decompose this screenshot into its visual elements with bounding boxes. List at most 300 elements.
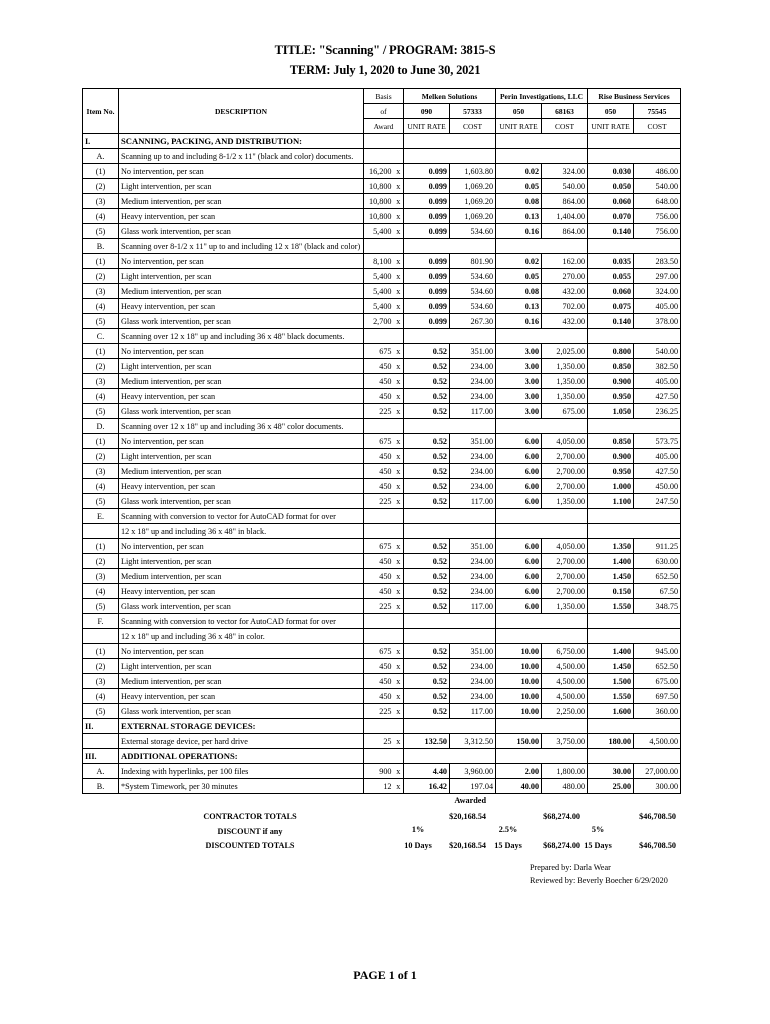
vendor-1-empty-cell	[404, 719, 496, 734]
description-cell: Light intervention, per scan	[119, 449, 364, 464]
page-number: PAGE 1 of 1	[353, 968, 417, 982]
item-no-cell: (4)	[83, 584, 119, 599]
multiply-sign: x	[394, 269, 404, 284]
vendor-3-cost: 630.00	[634, 554, 681, 569]
vendor-1-cost: 351.00	[450, 434, 496, 449]
vendor-2-unit-rate: 10.00	[496, 704, 542, 719]
multiply-sign: x	[394, 569, 404, 584]
item-no-cell: (2)	[83, 359, 119, 374]
item-no-cell: B.	[83, 239, 119, 254]
vendor-2-cost: 2,700.00	[542, 584, 588, 599]
vendor-2-empty-cell	[496, 419, 588, 434]
item-no-cell: C.	[83, 329, 119, 344]
item-no-cell: II.	[83, 719, 119, 734]
vendor-3-empty-cell	[588, 614, 681, 629]
description-cell: Medium intervention, per scan	[119, 674, 364, 689]
vendor-2-unit-rate: 0.02	[496, 254, 542, 269]
description-cell: No intervention, per scan	[119, 254, 364, 269]
description-cell: Light intervention, per scan	[119, 659, 364, 674]
vendor-3-total: $46,708.50	[639, 812, 676, 821]
vendor-2-cost: 432.00	[542, 314, 588, 329]
cost-header-3: COST	[634, 119, 681, 134]
vendor-2-cost: 864.00	[542, 194, 588, 209]
table-row	[83, 254, 681, 269]
vendor-code-1: 090	[404, 104, 450, 119]
vendor-3-cost: 652.50	[634, 569, 681, 584]
table-row	[83, 704, 681, 719]
vendor-1-cost: 234.00	[450, 674, 496, 689]
vendor-2-unit-rate: 6.00	[496, 539, 542, 554]
vendor-3-unit-rate: 0.900	[588, 374, 634, 389]
vendor-3-discounted: $46,708.50	[639, 841, 676, 850]
multiply-sign: x	[394, 494, 404, 509]
vendor-2-unit-rate: 0.08	[496, 284, 542, 299]
item-no-cell: (3)	[83, 374, 119, 389]
multiply-sign: x	[394, 359, 404, 374]
quantity-cell: 900	[364, 764, 394, 779]
vendor-2-empty-cell	[496, 719, 588, 734]
item-no-cell: III.	[83, 749, 119, 764]
vendor-2-cost: 4,050.00	[542, 539, 588, 554]
vendor-3-empty-cell	[588, 509, 681, 524]
vendor-3-cost: 573.75	[634, 434, 681, 449]
vendor-2-cost: 1,350.00	[542, 374, 588, 389]
multiply-sign: x	[394, 389, 404, 404]
vendor-3-unit-rate: 0.060	[588, 284, 634, 299]
vendor-3-cost: 300.00	[634, 779, 681, 794]
vendor-3-cost: 427.50	[634, 464, 681, 479]
vendor-1-empty-cell	[404, 134, 496, 149]
item-no-cell: B.	[83, 779, 119, 794]
description-cell: No intervention, per scan	[119, 539, 364, 554]
vendor-3-cost: 540.00	[634, 344, 681, 359]
vendor-1-unit-rate: 0.52	[404, 704, 450, 719]
multiply-sign: x	[394, 764, 404, 779]
table-row	[83, 464, 681, 479]
table-row	[83, 269, 681, 284]
vendor-2-unit-rate: 0.05	[496, 269, 542, 284]
table-row	[83, 479, 681, 494]
vendor-3-unit-rate: 1.350	[588, 539, 634, 554]
multiply-sign: x	[394, 689, 404, 704]
basis-empty-cell	[364, 419, 404, 434]
table-row	[83, 494, 681, 509]
vendor-1-cost: 197.04	[450, 779, 496, 794]
vendor-1-unit-rate: 0.52	[404, 644, 450, 659]
table-row	[83, 164, 681, 179]
vendor-2-unit-rate: 0.02	[496, 164, 542, 179]
vendor-1-cost: 801.90	[450, 254, 496, 269]
multiply-sign: x	[394, 779, 404, 794]
description-cell: Light intervention, per scan	[119, 179, 364, 194]
vendor-2-unit-rate: 6.00	[496, 494, 542, 509]
vendor-2-unit-rate: 0.08	[496, 194, 542, 209]
vendor-3-empty-cell	[588, 419, 681, 434]
table-row	[83, 644, 681, 659]
vendor-3-cost: 486.00	[634, 164, 681, 179]
vendor-1-unit-rate: 132.50	[404, 734, 450, 749]
vendor-3-empty-cell	[588, 239, 681, 254]
vendor-2-unit-rate: 6.00	[496, 554, 542, 569]
quantity-cell: 5,400	[364, 269, 394, 284]
vendor-3-cost: 405.00	[634, 449, 681, 464]
table-row	[83, 434, 681, 449]
subsection-row	[83, 629, 681, 644]
table-row	[83, 539, 681, 554]
vendor-3-empty-cell	[588, 149, 681, 164]
description-cell: 12 x 18" up and including 36 x 48" in black.	[119, 524, 364, 539]
vendor-2-discounted: $68,274.00	[543, 841, 580, 850]
vendor-3-cost: 247.50	[634, 494, 681, 509]
subsection-row	[83, 149, 681, 164]
basis-empty-cell	[364, 149, 404, 164]
vendor-3-unit-rate: 1.550	[588, 599, 634, 614]
document-title-block	[0, 40, 770, 80]
section-row	[83, 749, 681, 764]
vendor-2-cost: 480.00	[542, 779, 588, 794]
vendor-1-cost: 1,069.20	[450, 194, 496, 209]
vendor-2-unit-rate: 6.00	[496, 479, 542, 494]
vendor-1-unit-rate: 0.52	[404, 554, 450, 569]
item-no-cell: (5)	[83, 314, 119, 329]
vendor-2-unit-rate: 6.00	[496, 434, 542, 449]
vendor-1-cost: 351.00	[450, 644, 496, 659]
vendor-1-unit-rate: 0.52	[404, 404, 450, 419]
item-no-cell: (2)	[83, 659, 119, 674]
item-no-header: Item No.	[83, 89, 119, 134]
vendor-2-total: $68,274.00	[543, 812, 580, 821]
vendor-3-cost: 360.00	[634, 704, 681, 719]
description-cell: Medium intervention, per scan	[119, 569, 364, 584]
vendor-2-cost: 432.00	[542, 284, 588, 299]
vendor-2-cost: 675.00	[542, 404, 588, 419]
vendor-2-cost: 162.00	[542, 254, 588, 269]
quantity-cell: 225	[364, 599, 394, 614]
vendor-2-cost: 2,700.00	[542, 449, 588, 464]
vendor-2-unit-rate: 40.00	[496, 779, 542, 794]
quantity-cell: 675	[364, 434, 394, 449]
item-no-cell: (1)	[83, 434, 119, 449]
description-cell: Scanning over 8-1/2 x 11" up to and including 12 x 18" (black and color)	[119, 239, 364, 254]
vendor-1-unit-rate: 0.52	[404, 689, 450, 704]
vendor-1-unit-rate: 4.40	[404, 764, 450, 779]
vendor-1-cost: 234.00	[450, 569, 496, 584]
vendor-1-discounted: $20,168.54	[449, 841, 486, 850]
vendor-1-empty-cell	[404, 149, 496, 164]
description-cell: *System Timework, per 30 minutes	[119, 779, 364, 794]
description-cell: Heavy intervention, per scan	[119, 584, 364, 599]
vendor-2-cost: 4,500.00	[542, 689, 588, 704]
basis-header-2: of	[364, 104, 404, 119]
vendor-2-unit-rate: 3.00	[496, 359, 542, 374]
table-row	[83, 374, 681, 389]
reviewed-by: Reviewed by: Beverly Boecher 6/29/2020	[530, 876, 668, 885]
vendor-1-cost: 267.30	[450, 314, 496, 329]
vendor-1-empty-cell	[404, 419, 496, 434]
section-row	[83, 719, 681, 734]
vendor-3-terms: 15 Days	[584, 841, 612, 850]
vendor-2-cost: 2,700.00	[542, 554, 588, 569]
vendor-id-3: 75545	[634, 104, 681, 119]
vendor-3-cost: 648.00	[634, 194, 681, 209]
vendor-2-cost: 864.00	[542, 224, 588, 239]
description-header: DESCRIPTION	[119, 89, 364, 134]
item-no-cell: (5)	[83, 704, 119, 719]
vendor-1-cost: 1,069.20	[450, 209, 496, 224]
basis-empty-cell	[364, 239, 404, 254]
vendor-code-2: 050	[496, 104, 542, 119]
subsection-row	[83, 239, 681, 254]
document-term: TERM: July 1, 2020 to June 30, 2021	[289, 63, 481, 77]
table-row	[83, 389, 681, 404]
vendor-3-cost: 756.00	[634, 209, 681, 224]
vendor-2-unit-rate: 10.00	[496, 689, 542, 704]
vendor-name-1: Melken Solutions	[404, 89, 496, 104]
item-no-cell: D.	[83, 419, 119, 434]
vendor-1-cost: 351.00	[450, 344, 496, 359]
description-cell: Medium intervention, per scan	[119, 194, 364, 209]
vendor-2-cost: 2,700.00	[542, 464, 588, 479]
item-no-cell: (1)	[83, 164, 119, 179]
vendor-2-empty-cell	[496, 239, 588, 254]
description-cell: No intervention, per scan	[119, 644, 364, 659]
vendor-3-unit-rate: 0.140	[588, 314, 634, 329]
vendor-3-unit-rate: 1.000	[588, 479, 634, 494]
vendor-3-unit-rate: 1.600	[588, 704, 634, 719]
vendor-2-unit-rate: 6.00	[496, 569, 542, 584]
vendor-2-cost: 2,700.00	[542, 479, 588, 494]
description-cell: Medium intervention, per scan	[119, 284, 364, 299]
quantity-cell: 2,700	[364, 314, 394, 329]
quantity-cell: 5,400	[364, 284, 394, 299]
vendor-1-unit-rate: 0.52	[404, 389, 450, 404]
multiply-sign: x	[394, 704, 404, 719]
vendor-1-cost: 117.00	[450, 704, 496, 719]
basis-empty-cell	[364, 719, 404, 734]
vendor-2-unit-rate: 3.00	[496, 344, 542, 359]
vendor-3-unit-rate: 1.550	[588, 689, 634, 704]
vendor-1-cost: 3,312.50	[450, 734, 496, 749]
vendor-3-unit-rate: 0.075	[588, 299, 634, 314]
vendor-id-1: 57333	[450, 104, 496, 119]
vendor-3-cost: 652.50	[634, 659, 681, 674]
item-no-cell: (2)	[83, 449, 119, 464]
unit-rate-header-3: UNIT RATE	[588, 119, 634, 134]
vendor-2-cost: 2,250.00	[542, 704, 588, 719]
description-cell: Heavy intervention, per scan	[119, 479, 364, 494]
quantity-cell: 675	[364, 344, 394, 359]
vendor-1-cost: 234.00	[450, 689, 496, 704]
vendor-1-unit-rate: 0.52	[404, 674, 450, 689]
vendor-2-cost: 1,404.00	[542, 209, 588, 224]
table-row	[83, 194, 681, 209]
vendor-3-cost: 540.00	[634, 179, 681, 194]
vendor-1-cost: 3,960.00	[450, 764, 496, 779]
vendor-1-unit-rate: 0.52	[404, 569, 450, 584]
multiply-sign: x	[394, 734, 404, 749]
vendor-1-unit-rate: 0.099	[404, 269, 450, 284]
vendor-2-unit-rate: 3.00	[496, 404, 542, 419]
item-no-cell: (4)	[83, 689, 119, 704]
vendor-3-cost: 427.50	[634, 389, 681, 404]
item-no-cell	[83, 524, 119, 539]
multiply-sign: x	[394, 194, 404, 209]
vendor-3-cost: 324.00	[634, 284, 681, 299]
multiply-sign: x	[394, 554, 404, 569]
vendor-1-total: $20,168.54	[449, 812, 486, 821]
description-cell: Indexing with hyperlinks, per 100 files	[119, 764, 364, 779]
quantity-cell: 450	[364, 464, 394, 479]
item-no-cell: (4)	[83, 209, 119, 224]
table-row	[83, 284, 681, 299]
table-row	[83, 779, 681, 794]
basis-empty-cell	[364, 329, 404, 344]
vendor-3-unit-rate: 180.00	[588, 734, 634, 749]
vendor-2-empty-cell	[496, 509, 588, 524]
table-row	[83, 449, 681, 464]
cost-header-1: COST	[450, 119, 496, 134]
item-no-cell: (3)	[83, 674, 119, 689]
multiply-sign: x	[394, 299, 404, 314]
vendor-1-unit-rate: 0.52	[404, 539, 450, 554]
vendor-3-cost: 67.50	[634, 584, 681, 599]
vendor-3-cost: 697.50	[634, 689, 681, 704]
quantity-cell: 8,100	[364, 254, 394, 269]
subsection-row	[83, 329, 681, 344]
basis-empty-cell	[364, 629, 404, 644]
vendor-1-unit-rate: 0.52	[404, 344, 450, 359]
vendor-1-unit-rate: 0.099	[404, 179, 450, 194]
item-no-cell: (2)	[83, 554, 119, 569]
table-row	[83, 344, 681, 359]
item-no-cell: E.	[83, 509, 119, 524]
table-row	[83, 734, 681, 749]
basis-empty-cell	[364, 524, 404, 539]
vendor-3-empty-cell	[588, 329, 681, 344]
discounted-totals-label: DISCOUNTED TOTALS	[205, 841, 295, 850]
description-cell: Scanning with conversion to vector for AutoCAD format for over	[119, 509, 364, 524]
table-row	[83, 674, 681, 689]
item-no-cell: (3)	[83, 284, 119, 299]
vendor-2-unit-rate: 10.00	[496, 659, 542, 674]
vendor-3-unit-rate: 0.850	[588, 359, 634, 374]
vendor-1-discount: 1%	[411, 825, 425, 834]
vendor-2-cost: 4,500.00	[542, 674, 588, 689]
vendor-3-unit-rate: 0.140	[588, 224, 634, 239]
item-no-cell: (1)	[83, 344, 119, 359]
multiply-sign: x	[394, 254, 404, 269]
prepared-by: Prepared by: Darla Wear	[530, 863, 611, 872]
vendor-2-cost: 2,700.00	[542, 569, 588, 584]
vendor-3-cost: 4,500.00	[634, 734, 681, 749]
vendor-1-unit-rate: 0.52	[404, 479, 450, 494]
vendor-3-unit-rate: 0.030	[588, 164, 634, 179]
description-cell: Medium intervention, per scan	[119, 464, 364, 479]
multiply-sign: x	[394, 314, 404, 329]
vendor-1-empty-cell	[404, 524, 496, 539]
description-cell: SCANNING, PACKING, AND DISTRIBUTION:	[119, 134, 364, 149]
description-cell: Medium intervention, per scan	[119, 374, 364, 389]
vendor-1-unit-rate: 16.42	[404, 779, 450, 794]
vendor-1-unit-rate: 0.52	[404, 659, 450, 674]
vendor-1-empty-cell	[404, 629, 496, 644]
vendor-2-cost: 6,750.00	[542, 644, 588, 659]
vendor-1-unit-rate: 0.099	[404, 314, 450, 329]
vendor-1-cost: 234.00	[450, 389, 496, 404]
vendor-1-unit-rate: 0.52	[404, 494, 450, 509]
cost-header-2: COST	[542, 119, 588, 134]
item-no-cell: (1)	[83, 254, 119, 269]
description-cell: Scanning over 12 x 18" up and including 36 x 48" color documents.	[119, 419, 364, 434]
vendor-1-unit-rate: 0.099	[404, 284, 450, 299]
vendor-1-cost: 117.00	[450, 404, 496, 419]
item-no-cell: A.	[83, 764, 119, 779]
vendor-3-unit-rate: 0.150	[588, 584, 634, 599]
description-cell: External storage device, per hard drive	[119, 734, 364, 749]
vendor-1-empty-cell	[404, 614, 496, 629]
multiply-sign: x	[394, 464, 404, 479]
vendor-1-empty-cell	[404, 239, 496, 254]
description-cell: Scanning with conversion to vector for AutoCAD format for over	[119, 614, 364, 629]
item-no-cell: A.	[83, 149, 119, 164]
vendor-1-unit-rate: 0.52	[404, 599, 450, 614]
vendor-2-unit-rate: 0.13	[496, 299, 542, 314]
item-no-cell: (5)	[83, 494, 119, 509]
vendor-2-unit-rate: 0.05	[496, 179, 542, 194]
vendor-3-unit-rate: 25.00	[588, 779, 634, 794]
description-cell: Heavy intervention, per scan	[119, 209, 364, 224]
item-no-cell: F.	[83, 614, 119, 629]
vendor-name-3: Rise Business Services	[588, 89, 681, 104]
multiply-sign: x	[394, 224, 404, 239]
description-cell: No intervention, per scan	[119, 434, 364, 449]
awarded-label: Awarded	[454, 796, 486, 805]
description-cell: Heavy intervention, per scan	[119, 299, 364, 314]
item-no-cell: (4)	[83, 479, 119, 494]
quantity-cell: 675	[364, 539, 394, 554]
unit-rate-header-2: UNIT RATE	[496, 119, 542, 134]
vendor-2-cost: 1,350.00	[542, 494, 588, 509]
vendor-3-unit-rate: 0.055	[588, 269, 634, 284]
quantity-cell: 225	[364, 404, 394, 419]
description-cell: No intervention, per scan	[119, 164, 364, 179]
quantity-cell: 16,200	[364, 164, 394, 179]
quantity-cell: 10,800	[364, 194, 394, 209]
item-no-cell: I.	[83, 134, 119, 149]
vendor-1-unit-rate: 0.52	[404, 359, 450, 374]
item-no-cell: (1)	[83, 644, 119, 659]
multiply-sign: x	[394, 659, 404, 674]
vendor-1-unit-rate: 0.099	[404, 224, 450, 239]
vendor-1-unit-rate: 0.099	[404, 209, 450, 224]
vendor-2-unit-rate: 10.00	[496, 644, 542, 659]
vendor-1-cost: 234.00	[450, 449, 496, 464]
vendor-3-unit-rate: 0.070	[588, 209, 634, 224]
quantity-cell: 450	[364, 584, 394, 599]
item-no-cell: (2)	[83, 179, 119, 194]
vendor-3-cost: 297.00	[634, 269, 681, 284]
item-no-cell: (3)	[83, 464, 119, 479]
vendor-3-cost: 405.00	[634, 374, 681, 389]
multiply-sign: x	[394, 344, 404, 359]
vendor-3-empty-cell	[588, 749, 681, 764]
description-cell: Scanning over 12 x 18" up and including 36 x 48" black documents.	[119, 329, 364, 344]
multiply-sign: x	[394, 479, 404, 494]
subsection-row	[83, 524, 681, 539]
item-no-cell: (5)	[83, 224, 119, 239]
subsection-row	[83, 614, 681, 629]
multiply-sign: x	[394, 599, 404, 614]
